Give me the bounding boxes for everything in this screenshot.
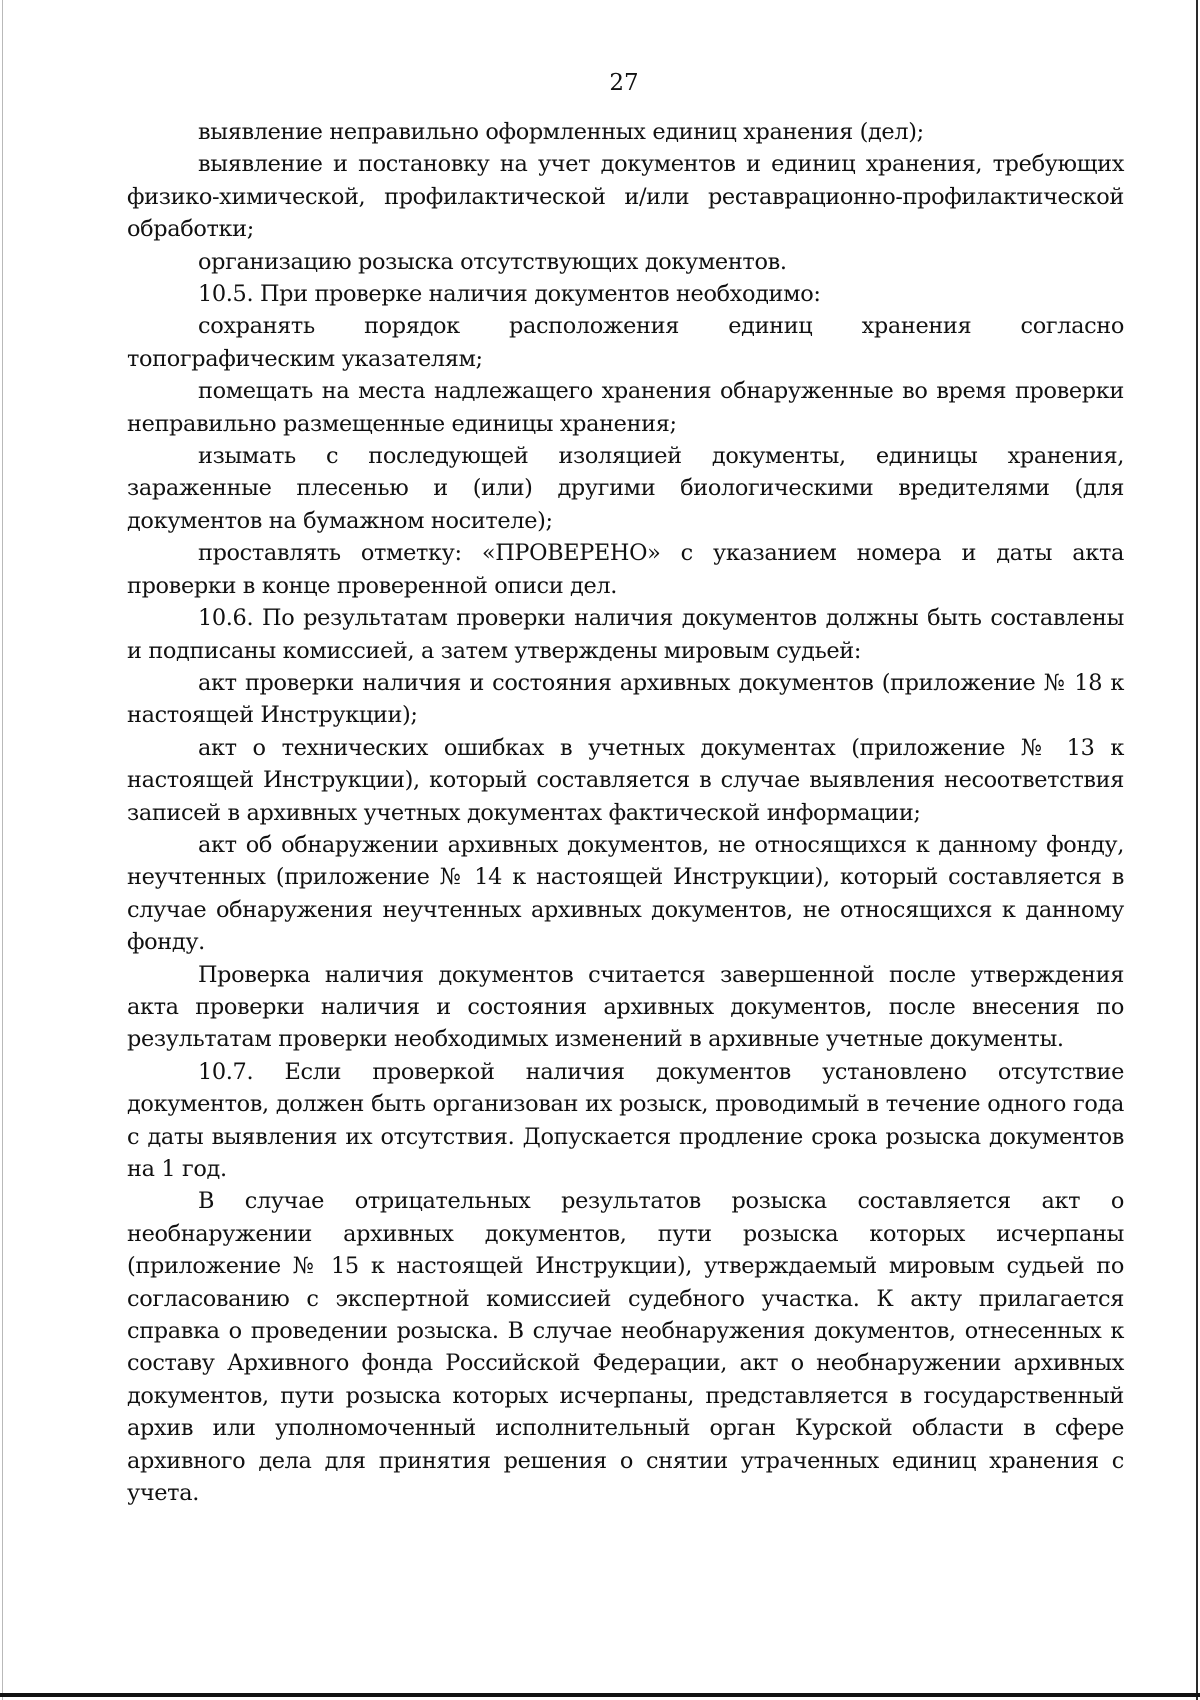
paragraph: выявление неправильно оформленных единиц хранения (дел);: [198, 119, 924, 145]
paragraph: В случае отрицательных результатов розыска составляется акт о необнаружении архивных документов, пути розыска которых исчерпаны (приложение № 15 к настоящей Инструкции), утверждаемый мировым судьей по согласованию с экспертной комиссией судебного участка. К акту прилагается справка о проведении розыска. В случае необнаружения документов, отнесенных к составу Архивного фонда Российской Федерации, акт о необнаружении архивных документов, пути розыска которых исчерпаны, представляется в государственный архив или уполномоченный исполнительный орган Курской области в сфере архивного дела для принятия решения о снятии утраченных единиц хранения с учета.: [127, 1188, 1124, 1507]
document-body: [127, 116, 1124, 1509]
scan-bottom-edge: [0, 1693, 1200, 1697]
paragraph: 10.7. Если проверкой наличия документов установлено отсутствие документов, должен быть организован их розыск, проводимый в течение одного года с даты выявления их отсутствия. Допускается продление срока розыска документов на 1 год.: [127, 1058, 1124, 1182]
paragraph: проставлять отметку: «ПРОВЕРЕНО» с указанием номера и даты акта проверки в конце проверенной описи дел.: [127, 540, 1124, 599]
paragraph: Проверка наличия документов считается завершенной после утверждения акта проверки наличия и состояния архивных документов, после внесения по результатам проверки необходимых изменений в архивные учетные документы.: [127, 961, 1124, 1053]
paragraph: организацию розыска отсутствующих документов.: [198, 248, 787, 275]
paragraph: акт о технических ошибках в учетных документах (приложение № 13 к настоящей Инструкции), который составляется в случае выявления несоответствия записей в архивных учетных документах фактической информации;: [127, 734, 1124, 826]
paragraph: акт проверки наличия и состояния архивных документов (приложение № 18 к настоящей Инструкции);: [127, 669, 1124, 729]
paragraph: 10.6. По результатам проверки наличия документов должны быть составлены и подписаны комиссией, а затем утверждены мировым судьей:: [127, 605, 1124, 664]
paragraph: акт об обнаружении архивных документов, не относящихся к данному фонду, неучтенных (приложение № 14 к настоящей Инструкции), который составляется в случае обнаружения неучтенных архивных документов, не относящихся к данному фонду.: [127, 831, 1124, 956]
scan-left-edge: [2, 0, 3, 1700]
paragraph: помещать на места надлежащего хранения обнаруженные во время проверки неправильно размещенные единицы хранения;: [127, 378, 1124, 437]
paragraph: изымать с последующей изоляцией документы, единицы хранения, зараженные плесенью и (или) другими биологическими вредителями (для документов на бумажном носителе);: [127, 443, 1124, 534]
paragraph: сохранять порядок расположения единиц хранения согласно топографическим указателям;: [127, 313, 1124, 372]
scan-right-edge: [1196, 0, 1198, 1700]
paragraph: выявление и постановку на учет документов и единиц хранения, требующих физико-химической, профилактической и/или реставрационно-профилактической обработки;: [127, 151, 1124, 243]
paragraph: 10.5. При проверке наличия документов необходимо:: [198, 281, 821, 308]
page-number: 27: [609, 70, 639, 96]
